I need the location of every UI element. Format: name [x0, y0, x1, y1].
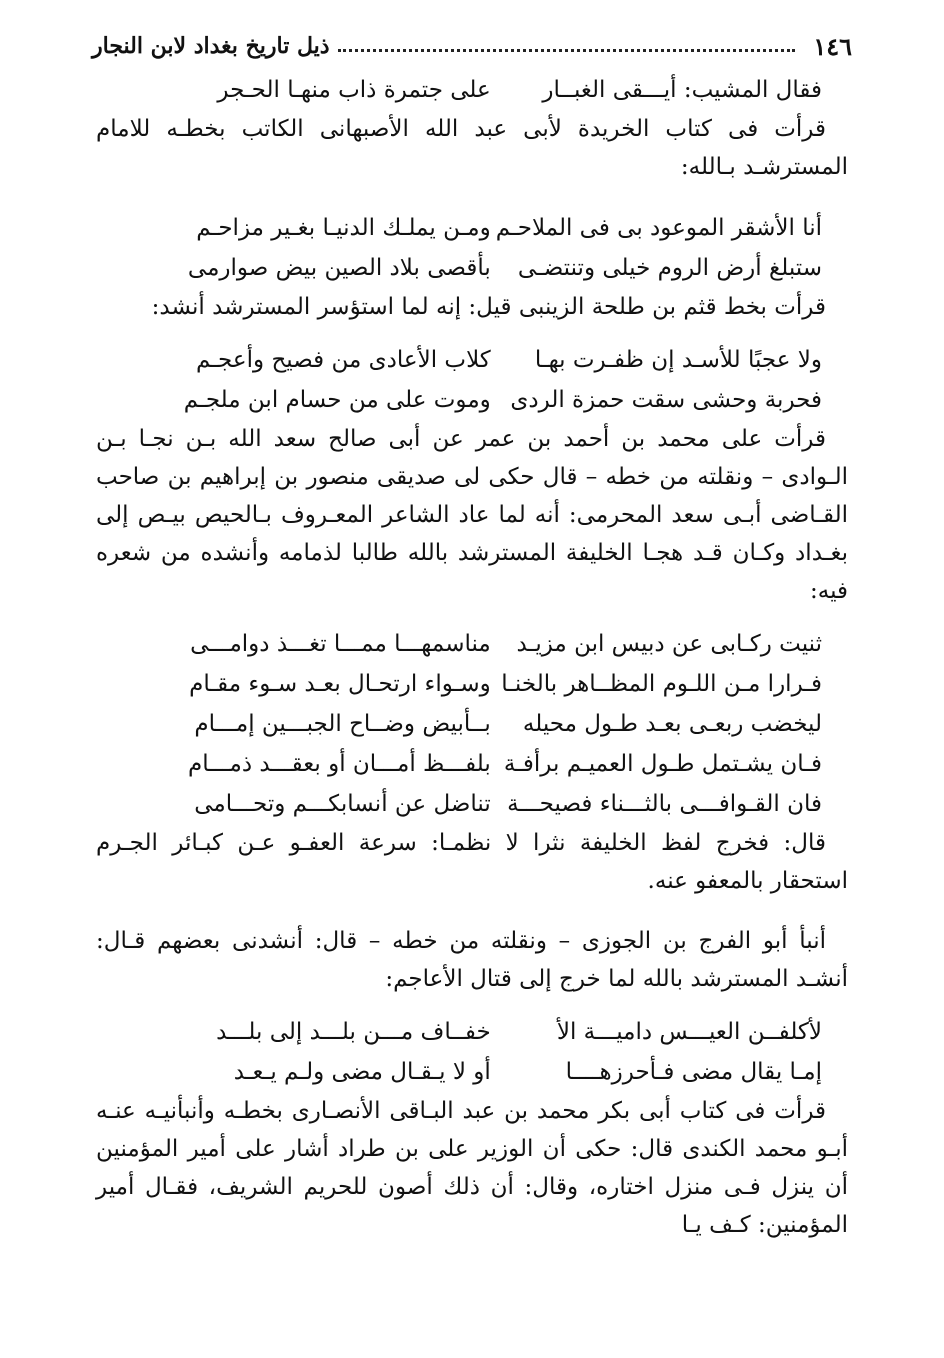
- verse-line: [96, 1012, 848, 1052]
- hemistich-second: كلاب الأعادى من فصيح وأعجـم: [196, 347, 491, 373]
- page-body: [96, 70, 848, 1244]
- verse-line: [96, 624, 848, 664]
- hemistich-second: ومـن يملـك الدنيـا بغـير مزاحـم: [196, 215, 491, 241]
- header-dotted-leader: [338, 49, 796, 52]
- hemistich-second: وموت على من حسام ابن ملجـم: [183, 387, 491, 413]
- hemistich-second: بــأبيض وضــاح الجبـــين إمـــام: [194, 711, 491, 737]
- hemistich-first: لأكلفــن العيـــس داميـــة الأ: [556, 1019, 822, 1045]
- hemistich-first: فحربة وحشى سقت حمزة الردى: [510, 387, 822, 413]
- hemistich-second: وسـواء ارتحـال بعـد سـوء مقـام: [189, 671, 491, 697]
- hemistich-first: فان القـوافـــى بالثـــناء فصيحـــة: [507, 791, 822, 817]
- hemistich-second: أو لا يـقـال مضى ولـم يـعـد: [233, 1059, 491, 1085]
- paragraph: قرأت بخط قثم بن طلحة الزينبى قيل: إنه لما استؤسر المسترشد أنشد:: [151, 294, 826, 320]
- verse-line: [96, 784, 848, 824]
- paragraph: قرأت فى كتاب أبى بكر محمد بن عبد البـاقى الأنصـارى بخطـه وأنبأنيـه عنـه أبـو محمد الكندى قال: حكى أن الوزير على بن طراد أشار على أمير المؤمنين أن ينزل فـى منزل اختاره، وقال: أن ذلك أصون للحريم الشريف، فقـال أمير المؤمنين: كـف يـا: [96, 1098, 848, 1238]
- verse-line: [96, 380, 848, 420]
- page-header: [92, 28, 852, 64]
- page-number: ١٤٦: [813, 31, 852, 61]
- hemistich-second: خفــاف مـــن بلـــد إلى بلـــد: [216, 1019, 491, 1045]
- hemistich-first: ليخضب ربعـى بعـد طـول محيله: [522, 711, 822, 737]
- hemistich-second: بأقصى بلاد الصين بيض صوارمى: [187, 255, 491, 281]
- hemistich-first: ولا عجبًا للأسـد إن ظفـرت بهـا: [534, 347, 822, 373]
- verse-line: [96, 340, 848, 380]
- hemistich-first: أنا الأشقر الموعود بى فى الملاحـم: [495, 215, 822, 241]
- hemistich-first: فـان يشـتمل طـول العميـم برأفـة: [503, 751, 822, 777]
- paragraph: قرأت فى كتاب الخريدة لأبى عبد الله الأصبهانى الكاتب بخطـه للامام المسترشـد بـالله:: [96, 116, 848, 180]
- hemistich-first: إمـا يقال مضى فـأحرزهــــا: [565, 1059, 822, 1085]
- verse-line: [96, 704, 848, 744]
- verse-line: [96, 1052, 848, 1092]
- paragraph: أنبأ أبو الفرج بن الجوزى – ونقلته من خطه – قال: أنشدنى بعضهم قـال: أنشـد المسترشد بالله لما خرج إلى قتال الأعاجم:: [96, 928, 848, 992]
- verse-line: [96, 248, 848, 288]
- hemistich-first: ثنيت ركـابى عن دبيس ابن مزيـد: [516, 631, 822, 657]
- hemistich-second: بلفـــظ أمـــان أو بعقـــد ذمـــام: [188, 751, 491, 777]
- verse-line: [96, 664, 848, 704]
- verse-line: [96, 744, 848, 784]
- hemistich-second: تناضل عن أنسابكـــم وتحـــامى: [194, 791, 491, 817]
- running-title: ذيل تاريخ بغداد لابن النجار: [92, 33, 330, 59]
- hemistich-second: مناسمهـــا ممـــا تغـــذ دوامـــى: [190, 631, 491, 657]
- verse-line: [96, 208, 848, 248]
- hemistich-first: فـرارا مـن اللـوم المظــاهر بالخنـا: [501, 671, 822, 697]
- paragraph: قال: فخرج لفظ الخليفة نثرا لا نظمـا: سرعة العفـو عـن كبـائر الجـرم استحقار بالمعفو عنه.: [96, 830, 848, 894]
- verse-line: [96, 70, 848, 110]
- hemistich-first: ستبلغ أرض الروم خيلى وتنتضـى: [517, 255, 822, 281]
- hemistich-first: فقال المشيب: أيـــقى الغبــار: [542, 77, 822, 103]
- hemistich-second: على جتمرة ذاب منهـا الحـجر: [217, 77, 491, 103]
- paragraph: قرأت على محمد بن أحمد بن عمر عن أبى صالح سعد الله بـن نجـا بـن الـوادى – ونقلته من خطه – قال حكى لى صديقى منصور بن إبراهيم بن صاحب القـاضى أبـى سعد المحرمى: أنه لما عاد الشاعر المعـروف بـالحيص بيـص إلى بغـداد وكـان قـد هجـا الخليفة المسترشد بالله طالبا لذمامه وأنشده من شعره فيه:: [96, 426, 848, 604]
